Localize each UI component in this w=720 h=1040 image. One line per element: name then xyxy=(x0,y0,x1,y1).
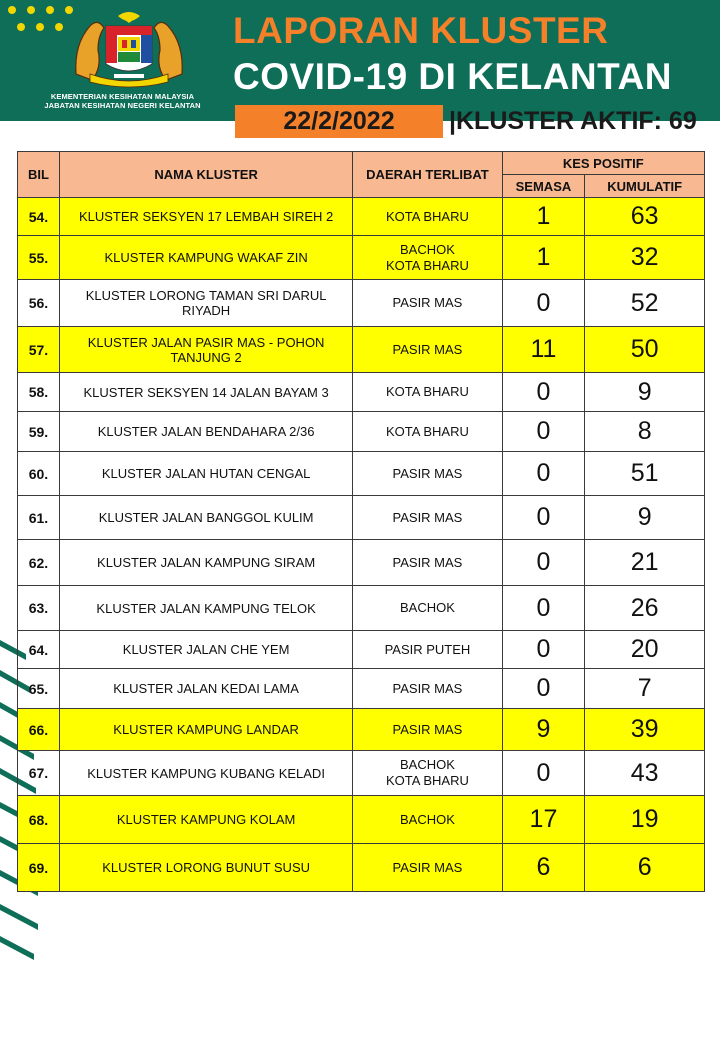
table-row xyxy=(18,373,705,412)
row-cluster-name: KLUSTER JALAN KAMPUNG SIRAM xyxy=(59,540,352,586)
row-kumulatif: 20 xyxy=(585,631,705,669)
header-nama-kluster: NAMA KLUSTER xyxy=(59,152,352,198)
district-name: KOTA BHARU xyxy=(386,208,469,224)
table-row xyxy=(18,796,705,844)
district-name: PASIR MAS xyxy=(392,680,463,696)
table-row xyxy=(18,844,705,892)
table-row xyxy=(18,496,705,540)
active-cluster-count: |KLUSTER AKTIF: 69 xyxy=(449,107,697,135)
row-district xyxy=(353,373,502,412)
table-row xyxy=(18,631,705,669)
row-semasa: 0 xyxy=(502,669,585,709)
date-badge xyxy=(235,105,443,138)
row-semasa: 0 xyxy=(502,540,585,586)
header-daerah-text: DAERAH TERLIBAT xyxy=(366,167,489,182)
row-bil: 63. xyxy=(18,586,60,631)
row-cluster-name: KLUSTER KAMPUNG KUBANG KELADI xyxy=(59,751,352,796)
row-kumulatif: 39 xyxy=(585,709,705,751)
table-row xyxy=(18,280,705,327)
table-row xyxy=(18,669,705,709)
row-district xyxy=(353,327,502,373)
row-bil: 54. xyxy=(18,198,60,236)
row-bil: 64. xyxy=(18,631,60,669)
district-name: BACHOK xyxy=(399,600,455,615)
row-cluster-name: KLUSTER SEKSYEN 17 LEMBAH SIREH 2 xyxy=(59,198,352,236)
row-bil: 68. xyxy=(18,796,60,844)
row-kumulatif: 52 xyxy=(585,280,705,327)
table-row xyxy=(18,452,705,496)
row-semasa: 1 xyxy=(502,198,585,236)
table-row xyxy=(18,327,705,373)
row-kumulatif: 32 xyxy=(585,236,705,280)
row-district xyxy=(353,586,502,631)
row-semasa: 0 xyxy=(502,280,585,327)
row-kumulatif: 9 xyxy=(585,373,705,412)
malaysia-coat-of-arms-icon xyxy=(70,10,188,88)
row-cluster-name: KLUSTER KAMPUNG KOLAM xyxy=(59,796,352,844)
header-bil: BIL xyxy=(18,152,60,198)
district-name: BACHOK xyxy=(399,811,455,827)
row-semasa: 0 xyxy=(502,496,585,540)
header-semasa: SEMASA xyxy=(502,175,585,198)
district-name: KOTA BHARU xyxy=(386,423,469,439)
row-district xyxy=(353,236,502,280)
row-district xyxy=(353,412,502,452)
department-name: JABATAN KESIHATAN NEGERI KELANTAN xyxy=(44,101,201,110)
table-row xyxy=(18,709,705,751)
district-name: KOTA BHARU xyxy=(386,257,469,273)
row-cluster-name: KLUSTER LORONG TAMAN SRI DARUL RIYADH xyxy=(59,280,352,327)
row-cluster-name: KLUSTER JALAN PASIR MAS - POHON TANJUNG 2 xyxy=(59,327,352,373)
row-bil: 59. xyxy=(18,412,60,452)
row-semasa: 6 xyxy=(502,844,585,892)
district-name: BACHOK xyxy=(399,757,455,772)
row-district xyxy=(353,631,502,669)
row-bil: 60. xyxy=(18,452,60,496)
row-semasa: 0 xyxy=(502,412,585,452)
row-cluster-name: KLUSTER LORONG BUNUT SUSU xyxy=(59,844,352,892)
district-name: PASIR MAS xyxy=(392,509,463,525)
table-row xyxy=(18,586,705,631)
row-bil: 61. xyxy=(18,496,60,540)
row-cluster-name: KLUSTER KAMPUNG WAKAF ZIN xyxy=(59,236,352,280)
row-semasa: 17 xyxy=(502,796,585,844)
district-name: PASIR MAS xyxy=(392,465,463,481)
row-kumulatif: 26 xyxy=(585,586,705,631)
ministry-name: KEMENTERIAN KESIHATAN MALAYSIA xyxy=(50,92,195,101)
row-district xyxy=(353,540,502,586)
row-cluster-name: KLUSTER JALAN KAMPUNG TELOK xyxy=(59,586,352,631)
row-district xyxy=(353,452,502,496)
district-name: PASIR MAS xyxy=(392,295,463,310)
district-name: PASIR MAS xyxy=(392,554,463,570)
row-semasa: 11 xyxy=(502,327,585,373)
row-kumulatif: 19 xyxy=(585,796,705,844)
district-name: KOTA BHARU xyxy=(386,773,469,788)
row-cluster-name: KLUSTER JALAN HUTAN CENGAL xyxy=(59,452,352,496)
header-kumulatif: KUMULATIF xyxy=(585,175,705,198)
row-semasa: 0 xyxy=(502,373,585,412)
row-cluster-name: KLUSTER JALAN BANGGOL KULIM xyxy=(59,496,352,540)
row-district xyxy=(353,796,502,844)
table-row xyxy=(18,540,705,586)
row-cluster-name: KLUSTER JALAN BENDAHARA 2/36 xyxy=(59,412,352,452)
report-title: LAPORAN KLUSTER xyxy=(233,10,609,51)
row-cluster-name: KLUSTER JALAN KEDAI LAMA xyxy=(59,669,352,709)
row-semasa: 0 xyxy=(502,586,585,631)
district-name: PASIR PUTEH xyxy=(384,641,471,657)
row-bil: 55. xyxy=(18,236,60,280)
district-name: KOTA BHARU xyxy=(386,384,469,399)
row-kumulatif: 9 xyxy=(585,496,705,540)
row-semasa: 0 xyxy=(502,631,585,669)
row-bil: 62. xyxy=(18,540,60,586)
row-cluster-name: KLUSTER SEKSYEN 14 JALAN BAYAM 3 xyxy=(59,373,352,412)
row-bil: 57. xyxy=(18,327,60,373)
row-cluster-name: KLUSTER JALAN CHE YEM xyxy=(59,631,352,669)
row-bil: 56. xyxy=(18,280,60,327)
table-row xyxy=(18,198,705,236)
row-district xyxy=(353,709,502,751)
row-semasa: 9 xyxy=(502,709,585,751)
district-name: PASIR MAS xyxy=(392,721,463,737)
table-row xyxy=(18,236,705,280)
row-district xyxy=(353,280,502,327)
district-name: PASIR MAS xyxy=(392,341,463,357)
row-bil: 67. xyxy=(18,751,60,796)
district-name: PASIR MAS xyxy=(392,859,463,875)
row-cluster-name: KLUSTER KAMPUNG LANDAR xyxy=(59,709,352,751)
row-district xyxy=(353,669,502,709)
row-kumulatif: 51 xyxy=(585,452,705,496)
row-kumulatif: 6 xyxy=(585,844,705,892)
row-kumulatif: 50 xyxy=(585,327,705,373)
row-semasa: 0 xyxy=(502,452,585,496)
header-daerah-terlibat xyxy=(353,152,502,198)
row-district xyxy=(353,496,502,540)
report-subtitle: COVID-19 DI KELANTAN xyxy=(233,56,672,97)
row-bil: 69. xyxy=(18,844,60,892)
district-name: BACHOK xyxy=(399,241,455,257)
row-district xyxy=(353,198,502,236)
header-kes-positif: KES POSITIF xyxy=(502,152,704,175)
row-kumulatif: 43 xyxy=(585,751,705,796)
row-bil: 65. xyxy=(18,669,60,709)
row-district xyxy=(353,751,502,796)
row-kumulatif: 21 xyxy=(585,540,705,586)
row-bil: 58. xyxy=(18,373,60,412)
row-district xyxy=(353,844,502,892)
row-kumulatif: 7 xyxy=(585,669,705,709)
row-semasa: 0 xyxy=(502,751,585,796)
report-date: 22/2/2022 xyxy=(283,107,395,135)
row-bil: 66. xyxy=(18,709,60,751)
row-kumulatif: 8 xyxy=(585,412,705,452)
table-row xyxy=(18,412,705,452)
row-semasa: 1 xyxy=(502,236,585,280)
table-row xyxy=(18,751,705,796)
cluster-table xyxy=(17,151,705,892)
header-banner xyxy=(0,0,720,121)
row-kumulatif: 63 xyxy=(585,198,705,236)
